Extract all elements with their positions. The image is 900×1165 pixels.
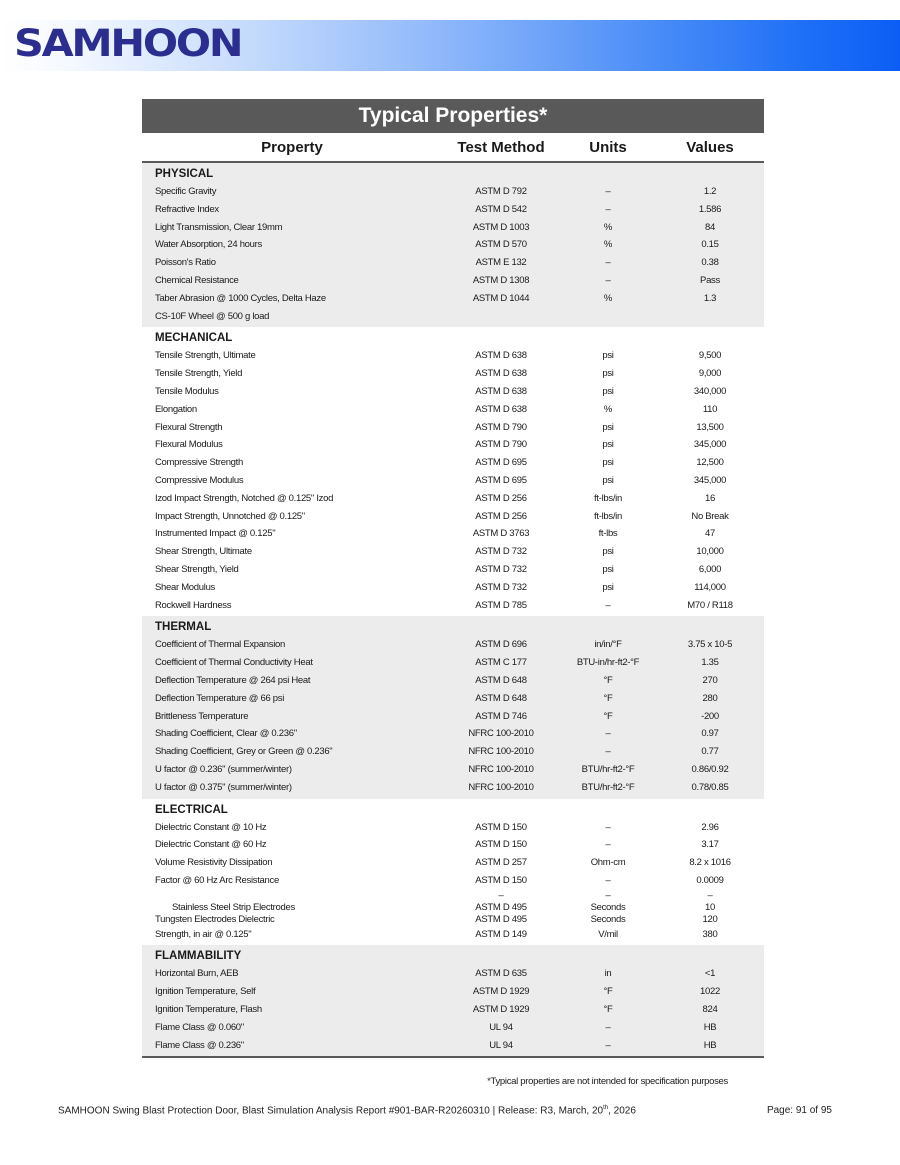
value-cell: 3.17 (701, 839, 719, 851)
units-cell: psi (602, 474, 614, 486)
value-cell: HB (703, 1039, 717, 1051)
table-row (142, 902, 764, 914)
test-method-cell: ASTM D 648 (475, 692, 527, 704)
value-cell: 9,500 (698, 350, 722, 362)
value-cell: 16 (705, 492, 715, 504)
value-cell: 84 (705, 221, 715, 233)
property-cell: U factor @ 0.375" (summer/winter) (155, 781, 292, 793)
table-row (142, 926, 764, 944)
value-cell: M70 / R118 (687, 599, 733, 611)
test-method-cell: ASTM D 695 (475, 474, 527, 486)
table-row (142, 561, 764, 579)
section-title: PHYSICAL (155, 168, 214, 180)
value-cell: 340,000 (693, 385, 727, 397)
property-cell: Deflection Temperature @ 264 psi Heat (155, 674, 311, 686)
test-method-cell: ASTM D 696 (475, 639, 527, 651)
value-cell: 345,000 (693, 439, 727, 451)
value-cell: 1.586 (698, 203, 722, 215)
table-row (142, 779, 764, 797)
test-method-cell: ASTM D 542 (475, 203, 527, 215)
table-row (142, 365, 764, 383)
value-cell: HB (703, 1021, 717, 1033)
value-cell: 0.0009 (696, 874, 724, 886)
samhoon-logo: SAMHOON (14, 22, 242, 65)
property-cell: Specific Gravity (155, 186, 217, 197)
value-cell (656, 308, 764, 326)
test-method-cell: ASTM D 1003 (472, 221, 530, 233)
test-method-cell: ASTM D 635 (475, 968, 527, 980)
property-cell: Izod Impact Strength, Notched @ 0.125" Izod (155, 492, 334, 504)
table-bottom-rule (142, 1056, 764, 1058)
table-row (142, 914, 764, 926)
test-method-cell: ASTM D 1044 (472, 292, 530, 304)
units-cell: psi (602, 457, 614, 469)
test-method-cell: ASTM D 638 (475, 350, 527, 362)
property-cell: Shading Coefficient, Grey or Green @ 0.236" (155, 746, 333, 758)
table-row (142, 419, 764, 437)
table-body (142, 163, 764, 1056)
value-cell: Pass (700, 274, 720, 286)
test-method-cell: ASTM D 3763 (472, 528, 530, 540)
units-cell: – (605, 889, 611, 901)
column-header-property: Property (261, 138, 323, 156)
table-row (142, 761, 764, 779)
table-row (142, 383, 764, 401)
units-cell: psi (602, 421, 614, 433)
table-row (142, 690, 764, 708)
value-cell: <1 (704, 968, 716, 980)
units-cell: % (603, 239, 613, 251)
table-row (142, 508, 764, 526)
property-cell (142, 890, 442, 902)
units-cell: % (603, 292, 613, 304)
property-cell: Deflection Temperature @ 66 psi (155, 692, 285, 704)
table-row (142, 836, 764, 854)
table-row (142, 290, 764, 308)
table-row (142, 983, 764, 1001)
property-cell: Refractive Index (155, 203, 219, 215)
value-cell: 8.2 x 1016 (689, 857, 731, 869)
table-row (142, 272, 764, 290)
units-cell: in (604, 968, 612, 980)
test-method-cell (442, 308, 560, 326)
value-cell: 0.77 (701, 746, 719, 758)
test-method-cell: ASTM D 256 (475, 510, 527, 522)
table-row (142, 201, 764, 219)
value-cell: 1.35 (701, 657, 719, 669)
test-method-cell: ASTM D 746 (475, 710, 527, 722)
table-row (142, 183, 764, 201)
test-method-cell: ASTM D 732 (475, 563, 527, 575)
units-cell: – (605, 203, 611, 215)
value-cell: 280 (702, 692, 718, 704)
value-cell: 120 (702, 913, 718, 925)
property-cell: Dielectric Constant @ 60 Hz (155, 839, 267, 851)
units-cell: – (605, 746, 611, 758)
table-row (142, 872, 764, 890)
property-cell: Taber Abrasion @ 1000 Cycles, Delta Haze (155, 292, 326, 304)
property-cell: Shear Strength, Yield (155, 563, 239, 575)
units-cell: Ohm-cm (590, 857, 626, 869)
units-cell: Seconds (590, 901, 626, 913)
section-physical (142, 163, 764, 327)
value-cell: 0.86/0.92 (691, 763, 729, 775)
test-method-cell: ASTM D 785 (475, 599, 527, 611)
table-row (142, 219, 764, 237)
value-cell: 6,000 (698, 563, 722, 575)
test-method-cell: ASTM D 150 (475, 821, 527, 833)
section-thermal (142, 616, 764, 798)
test-method-cell: ASTM D 695 (475, 457, 527, 469)
units-cell: psi (602, 563, 614, 575)
value-cell: 10 (705, 901, 715, 913)
property-cell: Elongation (155, 403, 197, 415)
test-method-cell: UL 94 (489, 1021, 513, 1033)
value-cell: 0.78/0.85 (691, 781, 729, 793)
value-cell: 380 (702, 928, 718, 940)
property-cell: Factor @ 60 Hz Arc Resistance (155, 874, 279, 886)
units-cell: ft-lbs/in (594, 510, 622, 522)
property-cell: Water Absorption, 24 hours (155, 239, 262, 251)
property-cell: Chemical Resistance (155, 274, 239, 286)
table-row (142, 436, 764, 454)
property-cell: Ignition Temperature, Self (155, 986, 256, 998)
units-cell: °F (603, 986, 613, 998)
test-method-cell: NFRC 100-2010 (468, 728, 534, 740)
typical-properties-table (142, 99, 764, 1058)
test-method-cell: ASTM D 790 (475, 421, 527, 433)
test-method-cell: NFRC 100-2010 (468, 763, 534, 775)
property-cell: Rockwell Hardness (155, 599, 232, 611)
table-row (142, 965, 764, 983)
table-row (142, 672, 764, 690)
test-method-cell: ASTM D 790 (475, 439, 527, 451)
units-cell: psi (602, 439, 614, 451)
units-cell: – (605, 821, 611, 833)
table-row (142, 525, 764, 543)
property-cell: CS-10F Wheel @ 500 g load (155, 310, 270, 322)
property-cell: Shear Modulus (155, 581, 215, 593)
table-title: Typical Properties* (142, 99, 764, 133)
property-cell: Shear Strength, Ultimate (155, 546, 252, 558)
value-cell: 0.15 (701, 239, 719, 251)
units-cell: psi (602, 368, 614, 380)
value-cell: 0.97 (701, 728, 719, 740)
value-cell: 1.3 (703, 292, 717, 304)
units-cell: ft-lbs (598, 528, 618, 540)
table-row (142, 543, 764, 561)
table-row (142, 597, 764, 615)
value-cell: 114,000 (694, 581, 726, 593)
test-method-cell: ASTM D 1308 (472, 274, 530, 286)
property-cell: Stainless Steel Strip Electrodes (172, 901, 295, 913)
table-row (142, 254, 764, 272)
section-title: MECHANICAL (155, 332, 233, 345)
units-cell: – (605, 874, 611, 886)
property-cell: Horizontal Burn, AEB (155, 968, 239, 980)
page-number: Page: 91 of 95 (766, 1105, 832, 1116)
table-row (142, 472, 764, 490)
section-mechanical (142, 327, 764, 616)
value-cell: 13,500 (696, 421, 724, 433)
property-cell: Tensile Strength, Yield (155, 368, 243, 380)
column-header-row (142, 133, 764, 163)
column-header-test-method: Test Method (457, 138, 545, 156)
value-cell: 1022 (700, 986, 720, 998)
property-cell: Poisson's Ratio (155, 257, 216, 269)
value-cell: 2.96 (701, 821, 719, 833)
report-reference: SAMHOON Swing Blast Protection Door, Blast Simulation Analysis Report #901-BAR-R20260310 | Release: R3, March, 20th, 2026 (58, 1105, 636, 1117)
test-method-cell: ASTM D 570 (475, 239, 527, 251)
value-cell: 10,000 (696, 546, 724, 558)
column-header-values: Values (686, 138, 734, 156)
property-cell: Tungsten Electrodes Dielectric (155, 913, 275, 925)
value-cell: 270 (702, 674, 718, 686)
units-cell: BTU/hr-ft2-°F (581, 781, 635, 793)
property-cell: Ignition Temperature, Flash (155, 1004, 262, 1016)
section-electrical (142, 799, 764, 946)
test-method-cell: ASTM D 150 (475, 874, 527, 886)
units-cell: – (605, 1021, 611, 1033)
test-method-cell: ASTM D 638 (475, 368, 527, 380)
test-method-cell: ASTM D 150 (475, 839, 527, 851)
test-method-cell: ASTM D 732 (475, 581, 527, 593)
test-method-cell: – (498, 889, 504, 901)
units-cell: BTU/hr-ft2-°F (581, 763, 635, 775)
units-cell: °F (603, 1004, 613, 1016)
value-cell: 1.2 (703, 186, 717, 197)
value-cell: No Break (691, 510, 729, 522)
units-cell: in/in/°F (594, 639, 622, 651)
units-cell: °F (603, 710, 613, 722)
table-row (142, 308, 764, 326)
table-footnote: *Typical properties are not intended for specification purposes (487, 1076, 728, 1087)
test-method-cell: NFRC 100-2010 (468, 746, 534, 758)
units-cell: psi (602, 581, 614, 593)
units-cell: % (603, 221, 613, 233)
property-cell: Strength, in air @ 0.125" (155, 928, 252, 940)
units-cell: – (605, 839, 611, 851)
property-cell: Compressive Modulus (155, 474, 244, 486)
test-method-cell: ASTM D 495 (475, 901, 527, 913)
property-cell: Volume Resistivity Dissipation (155, 857, 273, 869)
property-cell: Tensile Strength, Ultimate (155, 350, 256, 362)
table-row (142, 636, 764, 654)
units-cell: ft-lbs/in (594, 492, 622, 504)
value-cell: 9,000 (698, 368, 722, 380)
property-cell: U factor @ 0.236" (summer/winter) (155, 763, 292, 775)
value-cell: -200 (701, 710, 719, 722)
table-row (142, 1001, 764, 1019)
test-method-cell: NFRC 100-2010 (468, 781, 534, 793)
property-cell: Tensile Modulus (155, 385, 219, 397)
units-cell: – (605, 728, 611, 740)
value-cell: 3.75 x 10-5 (687, 639, 733, 651)
units-cell: – (605, 274, 611, 286)
property-cell: Light Transmission, Clear 19mm (155, 221, 283, 233)
table-row (142, 490, 764, 508)
property-cell: Coefficient of Thermal Expansion (155, 639, 285, 651)
units-cell: psi (602, 385, 614, 397)
table-row (142, 454, 764, 472)
section-title: FLAMMABILITY (155, 950, 242, 963)
units-cell: psi (602, 350, 614, 362)
property-cell: Flame Class @ 0.236" (155, 1039, 244, 1051)
value-cell: 110 (702, 403, 718, 415)
test-method-cell: ASTM D 1929 (472, 986, 530, 998)
table-row (142, 579, 764, 597)
property-cell: Brittleness Temperature (155, 710, 249, 722)
units-cell: °F (603, 692, 613, 704)
test-method-cell: ASTM D 638 (475, 403, 527, 415)
test-method-cell: ASTM D 648 (475, 674, 527, 686)
property-cell: Flame Class @ 0.060" (155, 1021, 244, 1033)
units-cell: – (605, 599, 611, 611)
section-title: THERMAL (155, 621, 212, 634)
property-cell: Flexural Modulus (155, 439, 223, 451)
section-title: ELECTRICAL (155, 803, 228, 816)
table-row (142, 708, 764, 726)
table-row (142, 401, 764, 419)
test-method-cell: ASTM D 638 (475, 385, 527, 397)
units-cell: Seconds (590, 913, 626, 925)
table-row (142, 854, 764, 872)
test-method-cell: ASTM D 256 (475, 492, 527, 504)
table-row (142, 1019, 764, 1037)
property-cell: Flexural Strength (155, 421, 223, 433)
units-cell: – (605, 1039, 611, 1051)
test-method-cell: ASTM E 132 (475, 257, 527, 269)
page-footer (58, 1105, 832, 1116)
property-cell: Shading Coefficient, Clear @ 0.236" (155, 728, 297, 740)
value-cell: 824 (702, 1004, 718, 1016)
test-method-cell: ASTM D 149 (475, 928, 527, 940)
property-cell: Dielectric Constant @ 10 Hz (155, 821, 267, 833)
value-cell: 12,500 (696, 457, 724, 469)
table-row (142, 819, 764, 837)
units-cell: BTU-in/hr-ft2-°F (576, 657, 640, 669)
test-method-cell: ASTM C 177 (475, 657, 527, 669)
units-cell: V/mil (598, 928, 618, 940)
table-row (142, 654, 764, 672)
table-row (142, 890, 764, 902)
property-cell: Impact Strength, Unnotched @ 0.125" (155, 510, 305, 522)
test-method-cell: ASTM D 792 (475, 186, 527, 197)
property-cell: Coefficient of Thermal Conductivity Heat (155, 657, 313, 669)
value-cell: 0.38 (701, 257, 719, 269)
column-header-units: Units (589, 138, 627, 156)
units-cell: – (605, 186, 611, 197)
units-cell: – (605, 257, 611, 269)
table-row (142, 1037, 764, 1055)
test-method-cell: ASTM D 1929 (472, 1004, 530, 1016)
table-row (142, 743, 764, 761)
units-cell (560, 308, 656, 326)
value-cell: – (707, 889, 713, 901)
table-row (142, 725, 764, 743)
test-method-cell: ASTM D 257 (475, 857, 527, 869)
table-row (142, 236, 764, 254)
value-cell: 345,000 (693, 474, 727, 486)
value-cell: 47 (705, 528, 715, 540)
units-cell: °F (603, 674, 613, 686)
table-row (142, 347, 764, 365)
test-method-cell: ASTM D 732 (475, 546, 527, 558)
units-cell: psi (602, 546, 614, 558)
units-cell: % (603, 403, 613, 415)
property-cell: Instrumented Impact @ 0.125" (155, 528, 276, 540)
test-method-cell: ASTM D 495 (475, 913, 527, 925)
test-method-cell: UL 94 (489, 1039, 513, 1051)
property-cell: Compressive Strength (155, 457, 243, 469)
section-flammability (142, 945, 764, 1056)
